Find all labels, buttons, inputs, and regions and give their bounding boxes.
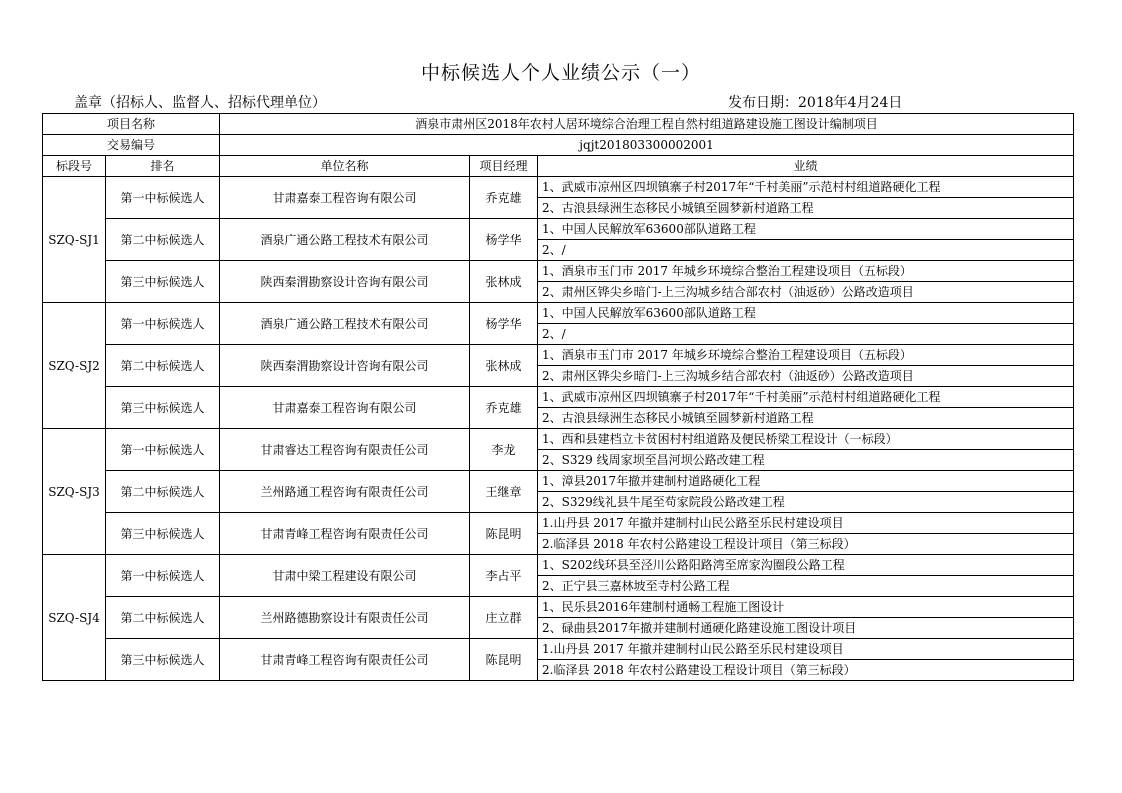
section-code: SZQ-SJ3 bbox=[43, 429, 106, 555]
table-row bbox=[43, 597, 1074, 618]
table-row bbox=[43, 513, 1074, 534]
candidate-rank: 第三中标候选人 bbox=[106, 261, 220, 303]
performance-table bbox=[42, 113, 1074, 681]
unit-name: 甘肃青峰工程咨询有限责任公司 bbox=[220, 639, 470, 681]
candidate-rank: 第二中标候选人 bbox=[106, 471, 220, 513]
project-name-value: 酒泉市肃州区2018年农村人居环境综合治理工程自然村组道路建设施工图设计编制项目 bbox=[220, 114, 1074, 135]
unit-name: 甘肃嘉泰工程咨询有限公司 bbox=[220, 177, 470, 219]
trade-no-label: 交易编号 bbox=[43, 135, 220, 156]
performance-item: 1、武威市凉州区四坝镇寨子村2017年“千村美丽”示范村村组道路硬化工程 bbox=[538, 177, 1074, 198]
unit-name: 酒泉广通公路工程技术有限公司 bbox=[220, 219, 470, 261]
performance-item: 2、古浪县绿洲生态移民小城镇至圆梦新村道路工程 bbox=[538, 198, 1074, 219]
project-manager: 李龙 bbox=[470, 429, 538, 471]
candidate-rank: 第一中标候选人 bbox=[106, 555, 220, 597]
header-unit: 单位名称 bbox=[220, 156, 470, 177]
header-rank: 排名 bbox=[106, 156, 220, 177]
table-row bbox=[43, 345, 1074, 366]
header-performance: 业绩 bbox=[538, 156, 1074, 177]
candidate-rank: 第三中标候选人 bbox=[106, 513, 220, 555]
candidate-rank: 第三中标候选人 bbox=[106, 387, 220, 429]
project-name-row bbox=[43, 114, 1074, 135]
unit-name: 陕西秦渭勘察设计咨询有限公司 bbox=[220, 345, 470, 387]
section-code: SZQ-SJ4 bbox=[43, 555, 106, 681]
performance-item: 1.山丹县 2017 年撤并建制村山民公路至乐民村建设项目 bbox=[538, 513, 1074, 534]
trade-no-value: jqjt201803300002001 bbox=[220, 135, 1074, 156]
performance-item: 1、武威市凉州区四坝镇寨子村2017年“千村美丽”示范村村组道路硬化工程 bbox=[538, 387, 1074, 408]
performance-item: 2、古浪县绿洲生态移民小城镇至圆梦新村道路工程 bbox=[538, 408, 1074, 429]
unit-name: 陕西秦渭勘察设计咨询有限公司 bbox=[220, 261, 470, 303]
project-manager: 乔克雄 bbox=[470, 177, 538, 219]
performance-item: 2、肃州区铧尖乡暗门-上三沟城乡结合部农村（油返砂）公路改造项目 bbox=[538, 366, 1074, 387]
publish-date: 发布日期：2018年4月24日 bbox=[728, 95, 903, 111]
header-row bbox=[43, 156, 1074, 177]
performance-item: 2.临泽县 2018 年农村公路建设工程设计项目（第三标段） bbox=[538, 534, 1074, 555]
project-name-label: 项目名称 bbox=[43, 114, 220, 135]
candidate-rank: 第三中标候选人 bbox=[106, 639, 220, 681]
project-manager: 陈昆明 bbox=[470, 639, 538, 681]
performance-item: 1、中国人民解放军63600部队道路工程 bbox=[538, 219, 1074, 240]
project-manager: 杨学华 bbox=[470, 303, 538, 345]
table-row bbox=[43, 261, 1074, 282]
header-section: 标段号 bbox=[43, 156, 106, 177]
table-row bbox=[43, 471, 1074, 492]
unit-name: 兰州路德勘察设计有限责任公司 bbox=[220, 597, 470, 639]
page-title: 中标候选人个人业绩公示（一） bbox=[420, 62, 701, 84]
table-row bbox=[43, 219, 1074, 240]
performance-item: 2、/ bbox=[538, 324, 1074, 345]
unit-name: 兰州路通工程咨询有限责任公司 bbox=[220, 471, 470, 513]
table-row bbox=[43, 429, 1074, 450]
table-row bbox=[43, 639, 1074, 660]
performance-item: 1、民乐县2016年建制村通畅工程施工图设计 bbox=[538, 597, 1074, 618]
performance-item: 1、酒泉市玉门市 2017 年城乡环境综合整治工程建设项目（五标段） bbox=[538, 261, 1074, 282]
performance-item: 2、肃州区铧尖乡暗门-上三沟城乡结合部农村（油返砂）公路改造项目 bbox=[538, 282, 1074, 303]
table-row bbox=[43, 555, 1074, 576]
project-manager: 杨学华 bbox=[470, 219, 538, 261]
performance-item: 2、/ bbox=[538, 240, 1074, 261]
table-row bbox=[43, 177, 1074, 198]
table-row bbox=[43, 303, 1074, 324]
section-code: SZQ-SJ1 bbox=[43, 177, 106, 303]
performance-item: 2、S329线礼县牛尾至苟家院段公路改建工程 bbox=[538, 492, 1074, 513]
unit-name: 甘肃青峰工程咨询有限责任公司 bbox=[220, 513, 470, 555]
project-manager: 王继章 bbox=[470, 471, 538, 513]
candidate-rank: 第二中标候选人 bbox=[106, 219, 220, 261]
performance-item: 1、中国人民解放军63600部队道路工程 bbox=[538, 303, 1074, 324]
candidate-rank: 第一中标候选人 bbox=[106, 177, 220, 219]
project-manager: 陈昆明 bbox=[470, 513, 538, 555]
performance-item: 2、正宁县三嘉林坡至寺村公路工程 bbox=[538, 576, 1074, 597]
unit-name: 甘肃睿达工程咨询有限责任公司 bbox=[220, 429, 470, 471]
unit-name: 甘肃中梁工程建设有限公司 bbox=[220, 555, 470, 597]
project-manager: 张林成 bbox=[470, 261, 538, 303]
candidate-rank: 第二中标候选人 bbox=[106, 597, 220, 639]
candidate-rank: 第二中标候选人 bbox=[106, 345, 220, 387]
section-code: SZQ-SJ2 bbox=[43, 303, 106, 429]
project-manager: 张林成 bbox=[470, 345, 538, 387]
project-manager: 庄立群 bbox=[470, 597, 538, 639]
performance-item: 1、S202线环县至泾川公路阳路湾至席家沟圈段公路工程 bbox=[538, 555, 1074, 576]
performance-item: 2.临泽县 2018 年农村公路建设工程设计项目（第三标段） bbox=[538, 660, 1074, 681]
header-manager: 项目经理 bbox=[470, 156, 538, 177]
performance-item: 2、碌曲县2017年撤并建制村通硬化路建设施工图设计项目 bbox=[538, 618, 1074, 639]
candidate-rank: 第一中标候选人 bbox=[106, 303, 220, 345]
table-row bbox=[43, 387, 1074, 408]
candidate-rank: 第一中标候选人 bbox=[106, 429, 220, 471]
performance-item: 1、西和县建档立卡贫困村村组道路及便民桥梁工程设计（一标段） bbox=[538, 429, 1074, 450]
performance-item: 1.山丹县 2017 年撤并建制村山民公路至乐民村建设项目 bbox=[538, 639, 1074, 660]
performance-item: 2、S329 线周家坝至昌河坝公路改建工程 bbox=[538, 450, 1074, 471]
trade-no-row bbox=[43, 135, 1074, 156]
unit-name: 酒泉广通公路工程技术有限公司 bbox=[220, 303, 470, 345]
unit-name: 甘肃嘉泰工程咨询有限公司 bbox=[220, 387, 470, 429]
performance-item: 1、酒泉市玉门市 2017 年城乡环境综合整治工程建设项目（五标段） bbox=[538, 345, 1074, 366]
project-manager: 李占平 bbox=[470, 555, 538, 597]
project-manager: 乔克雄 bbox=[470, 387, 538, 429]
stamp-label: 盖章（招标人、监督人、招标代理单位） bbox=[74, 95, 326, 111]
performance-item: 1、漳县2017年撤并建制村道路硬化工程 bbox=[538, 471, 1074, 492]
